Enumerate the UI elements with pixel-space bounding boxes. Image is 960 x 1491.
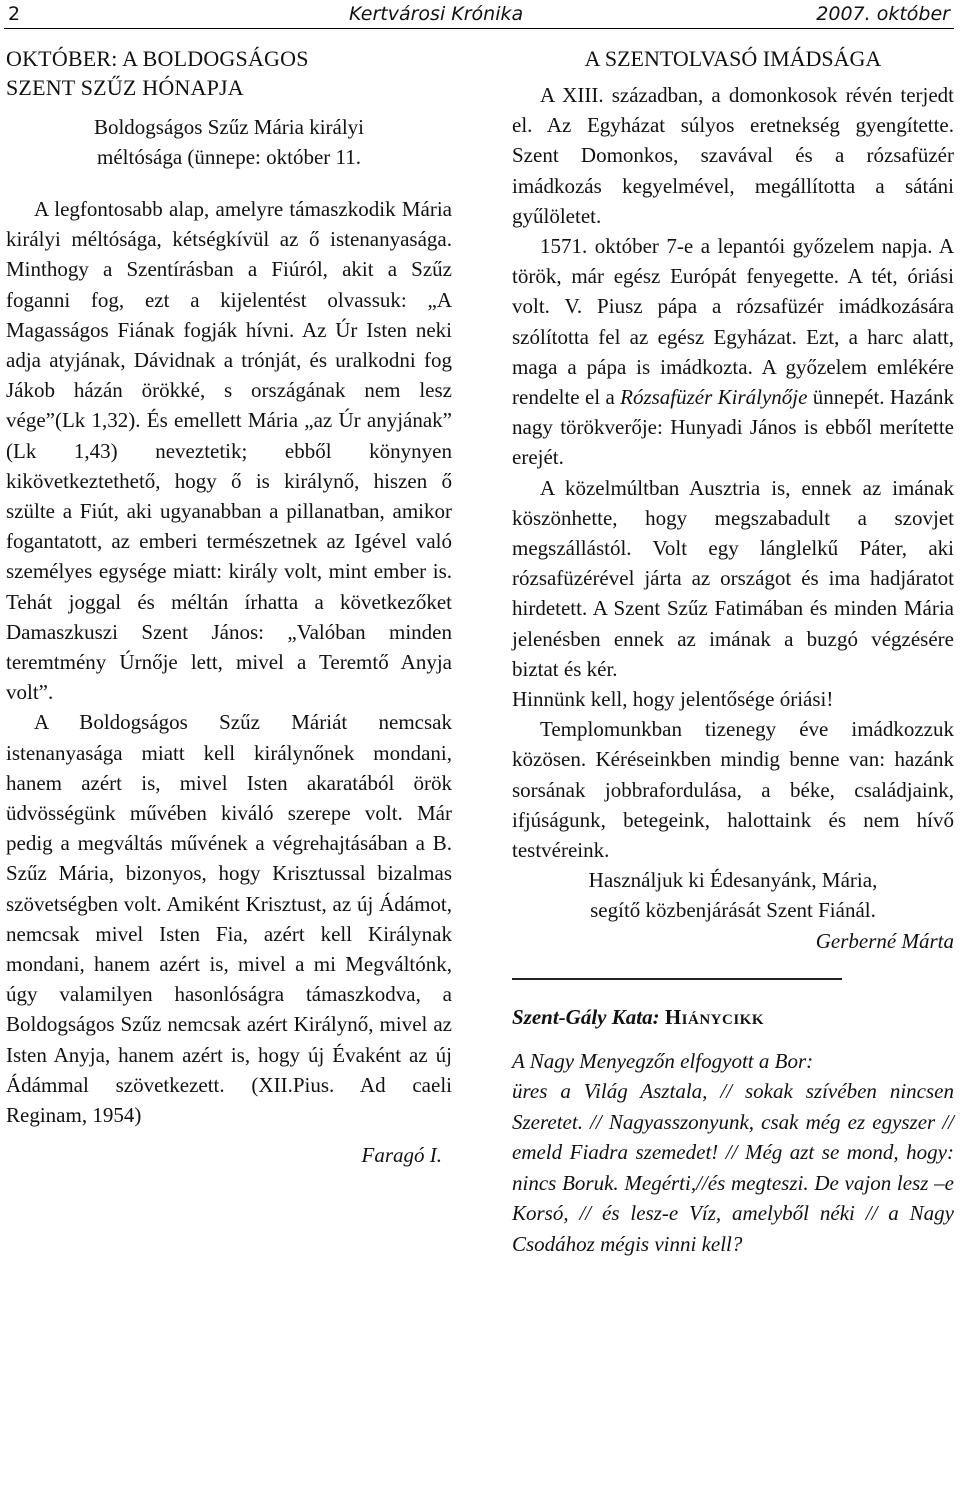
poem-body — [512, 1046, 954, 1260]
article-paragraph: Templomunkban tizenegy éve imádkozzuk közösen. Kéréseinkben mindig benne van: hazánk sorsának jobbrafordulása, a béke, családjaink, ifjúságunk, betegeink, halottaink és nem hívő testvéreink. — [512, 717, 954, 863]
issue-date: 2007. október — [816, 3, 950, 25]
closing-line: Használjuk ki Édesanyánk, Mária, — [588, 868, 878, 893]
article-subtitle-line2: méltósága (ünnepe: október 11. — [97, 145, 361, 169]
section-divider — [512, 978, 842, 980]
publication-name: Kertvárosi Krónika — [349, 3, 524, 25]
article-title: A SZENTOLVASÓ IMÁDSÁGA — [584, 46, 882, 71]
article-title-line1: OKTÓBER: A BOLDOGSÁGOS — [6, 46, 309, 71]
left-column — [6, 44, 452, 1171]
page-number: 2 — [8, 3, 21, 25]
article-subtitle-line1: Boldogságos Szűz Mária királyi — [93, 115, 365, 139]
closing-line: segítő közbenjárását Szent Fiánál. — [590, 898, 876, 923]
poem-line: üres a Világ Asztala, // sokak szívében nincsen Szeretet. // Nagyasszonyunk, csak még ez egyszer // emeld Fiadra szemedet! // Még azt se mond, hogy: nincs Boruk. Megérti,//és megteszi. De vajon lesz –e Korsó, // és lesz-e Víz, amelyből néki // a Nagy Csodához mégis vinni kell? — [512, 1079, 954, 1256]
article-signature: Gerberné Márta — [815, 928, 954, 953]
article-title — [6, 44, 452, 102]
article-signature: Faragó I. — [361, 1143, 442, 1168]
article-paragraph: A Boldogságos Szűz Máriát nemcsak istenanyasága miatt kell királynőnek mondani, hanem azért is, mivel Isten akaratából örök üdvösségünk művében kiváló szerepe volt. Már pedig a megváltás művének a végrehajtásában a B. Szűz Mária, bizonyos, hogy Krisztussal bizalmas szövetségben volt. Amiként Krisztust, az új Ádámot, nemcsak mivel Isten Fia, azért kell Királynak mondani, hanem azért is, mivel a mi Megváltónk, úgy valamilyen hasonlóságra támaszkodva, a Boldogságos Szűz nemcsak azért Királynő, mivel az Isten Anyja, hanem azért is, hogy új Évaként az új Ádámmal szövetkezett. (XII.Pius. Ad caeli Reginam, 1954) — [6, 710, 452, 1128]
article-paragraph — [512, 231, 954, 473]
poem-author: Szent-Gály Kata: — [512, 1004, 660, 1029]
article-paragraph: Hinnünk kell, hogy jelentősége óriási! — [512, 687, 834, 712]
paragraph-text: 1571. október 7-e a lepantói győzelem napja. A török, már egész Európát fenyegette. A tét, óriási volt. V. Piusz pápa a rózsafüzér imádkozására szólította fel az egész Egyházat. Ezt, a harc alatt, maga a pápa is imádkozta. A győzelem emlékére rendelte el a — [512, 234, 954, 410]
feast-name: Rózsafüzér Királynője — [620, 385, 808, 410]
right-column — [512, 44, 954, 1259]
article-paragraph: A XIII. században, a domonkosok révén terjedt el. Az Egyházat súlyos eretnekség gyengítette. Szent Domonkos, szavával és a rózsafüzér imádkozás kegyelmével, megállította a sátáni gyűlöletet. — [512, 83, 954, 228]
article-paragraph: A közelmúltban Ausztria is, ennek az imának köszönhette, hogy megszabadult a szovjet megszállástól. Volt egy lánglelkű Páter, aki rózsafüzérével járta az országot és ima hadjáratot hirdetett. A Szent Szűz Fatimában és minden Mária jelenésben ennek az imának a buzgó végzésére biztat és kér. — [512, 475, 954, 681]
article-title-line2: SZENT SZŰZ HÓNAPJA — [6, 75, 244, 100]
poem-title: Hiánycikk — [664, 1004, 765, 1029]
poem-line: A Nagy Menyegzőn elfogyott a Bor: — [512, 1048, 814, 1073]
poem-heading — [512, 1002, 954, 1032]
paragraph-text: ünnepét. Hazánk nagy törökverője: Hunyadi János is ebből merítette erejét. — [512, 385, 954, 470]
article-subtitle — [6, 112, 452, 172]
page-header — [4, 0, 954, 29]
article-paragraph: A legfontosabb alap, amelyre támaszkodik Mária királyi méltósága, kétségkívül az ő istenanyasága. Minthogy a Szentírásban a Fiúról, akit a Szűz foganni fog, ezt a kijelentést olvassuk: „A Magasságos Fiának fogják hívni. Az Úr Isten neki adja atyjának, Dávidnak a trónját, és uralkodni fog Jákob házán örökké, s országának nem lesz vége”(Lk 1,32). És emellett Mária „az Úr anyjának” (Lk 1,43) neveztetik; ebből könynyen kikövetkeztethető, hogy ő is királynő, hiszen ő szülte a Fiút, aki ugyanabban a pillanatban, amikor fogantatott, az emberi természetnek az Igével való személyes egysége miatt: király volt, mint ember is. Tehát joggal és méltán írhatta a következőket Damaszkuszi Szent János: „Valóban minden teremtmény Úrnője lett, mivel a Teremtő Anyja volt”. — [6, 197, 452, 705]
